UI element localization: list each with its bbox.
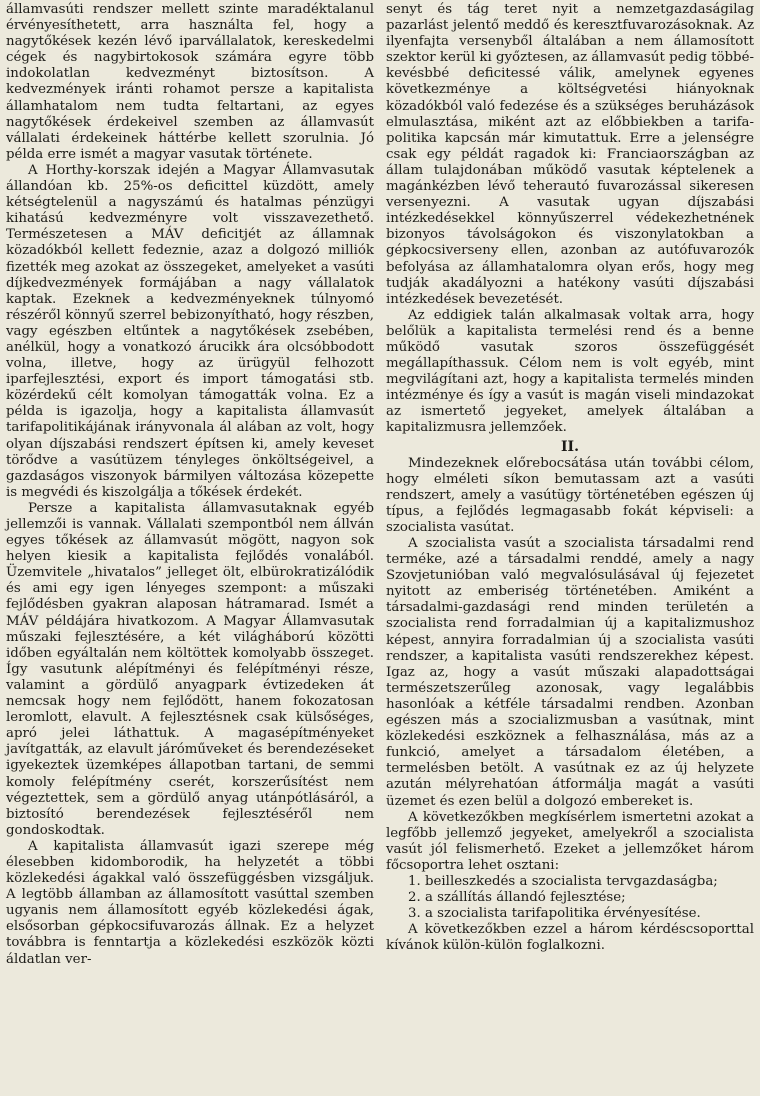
paragraph: államvasúti rendszer mellett szinte maradéktalanul érvényesíthetett, arra használta fel, hogy a nagytőkések kezén lévő iparvállalatok, kereskedelmi cégek és nagybirtokosok számára egyre több indokolatlan kedvezményt biztosítson. A kedvezmények iránti rohamot persze a kapitalista államhatalom nem tudta feltartani, az egyes nagytőkések érdekeivel szemben az államvasút vállalati érdekeinek háttérbe kellett szorulnia. Jó példa erre ismét a magyar vasutak története. xyxy=(6,2,374,162)
paragraph: A szocialista vasút a szocialista társadalmi rend terméke, azé a társadalmi renddé, amely a nagy Szovjetunióban való megvalósulásával új fejezetet nyitott az emberiség történetében. Amiként a társadalmi-gazdasági rend minden területén a szocialista rend forradalmian új a kapitalizmushoz képest, annyira forradalmian új a szocialista vasúti rendszer, a kapitalista vasúti rendszerekhez képest. Igaz az, hogy a vasút műszaki alapadottságai természetszerűleg azonosak, vagy legalábbis hasonlóak a kétféle társadalmi rendben. Azonban egészen más a szocializmusban a vasútnak, mint közlekedési eszköznek a felhasználása, más az a funkció, amelyet a társadalom életében, a termelésben betölt. A vasútnak ez az új helyzete azután mélyrehatóan átformálja magát a vasúti üzemet és ezen belül a dolgozó embereket is. xyxy=(386,536,754,809)
list-item: 1. beilleszkedés a szocialista tervgazdaságba; xyxy=(408,873,718,889)
right-column xyxy=(386,2,754,1096)
paragraph: A következőkben megkísérlem ismertetni azokat a legfőbb jellemző jegyeket, amelyekről a szocialista vasút jól felismerhető. Ezeket a jellemzőket három főcsoportra lehet osztani: xyxy=(386,809,754,873)
section-heading: II. xyxy=(561,438,579,455)
paragraph: Az eddigiek talán alkalmasak voltak arra, hogy belőlük a kapitalista termelési rend és a benne működő vasutak szoros összefüggését megállapíthassuk. Célom nem is volt egyéb, mint megvilágítani azt, hogy a kapitalista termelés minden intézménye és így a vasút is magán viseli mindazokat az ismertető jegyeket, amelyek általában a kapitalizmusra jellemzőek. xyxy=(386,307,754,436)
paragraph: senyt és tág teret nyit a nemzetgazdaságilag pazarlást jelentő meddő és keresztfuvarozásoknak. Az ilyenfajta versenyből általában a nem államosított szektor kerül ki győztesen, az államvasút pedig többé-kevésbbé deficitessé válik, amelynek egyenes következménye a költségvetési hiányoknak közadókból való fedezése és a szükséges beruházások elmulasztása, miként azt az előbbiekben a tarifa-politika kapcsán már kimutattuk. Erre a jelenségre csak egy példát ragadok ki: Franciaországban az állam tulajdonában működő vasutak képtelenek a magánkézben lévő teherautó fuvarozással sikeresen versenyezni. A vasutak ugyan díjszabási intézkedésekkel könnyűszerrel védekezhetnének bizonyos távolságokon és viszonylatokban a gépkocsiverseny ellen, azonban az autófuvarozók befolyása az államhatalomra olyan erős, hogy meg tudják akadályozni a hatékony vasúti díjszabási intézkedések bevezetését. xyxy=(386,2,754,307)
left-column xyxy=(6,2,374,1096)
list-item: 2. a szállítás állandó fejlesztése; xyxy=(408,890,626,906)
list-item: 3. a szocialista tarifapolitika érvényesítése. xyxy=(408,906,701,922)
paragraph: A Horthy-korszak idején a Magyar Államvasutak állandóan kb. 25%-os deficittel küzdött, amely kétségtelenül a nagyszámú és hatalmas pénzügyi kihatású kedvezményre volt visszavezethető. Természetesen a MÁV deficitjét az államnak közadókból kellett fedeznie, azaz a dolgozó milliók fizették meg azokat az összegeket, amelyeket a vasúti díjkedvezmények formájában a nagy vállalatok kaptak. Ezeknek a kedvezményeknek túlnyomó részéről könnyű szerrel bebizonyítható, hogy részben, vagy egészben eltűntek a nagytőkések zsebében, anélkül, hogy a vonatkozó árucikk ára olcsóbbodott volna, illetve, hogy az ürügyül felhozott iparfejlesztési, export és import támogatási stb. közérdekű célt komolyan támogatták volna. Ez a példa is igazolja, hogy a kapitalista államvasút tarifapolitikájának irányvonala ál alában az volt, hogy olyan díjszabási rendszert építsen ki, amely keveset törődve a vasútüzem tényleges önköltségeivel, a gazdaságos viszonyok bármilyen változása közepette is megvédi és kiszolgálja a tőkések érdekét. xyxy=(6,162,374,500)
paragraph: Persze a kapitalista államvasutaknak egyéb jellemzői is vannak. Vállalati szempontból nem állván egyes tőkések az államvasút mögött, nagyon sok helyen kiesik a kapitalista fejlődés vonalából. Üzemvitele „hivatalos” jelleget ölt, elbürokratizálódik és ami egy igen lényeges szempont: a műszaki fejlődésben gyakran alaposan hátramarad. Ismét a MÁV példájára hivatkozom. A Magyar Államvasutak műszaki fejlesztésére, a két világháború közötti időben egyáltalán nem költöttek komolyabb összeget. Így vasutunk alépítményi és felépítményi része, valamint a gördülő anyagpark évtizedeken át nemcsak hogy nem fejlődött, hanem fokozatosan leromlott, elavult. A fejlesztésnek csak külsőséges, apró jelei láthattuk. A magasépítményeket javítgatták, az elavult járóműveket és berendezéseket igyekeztek üzemképes állapotban tartani, de semmi komoly felépítmény cserét, korszerűsítést nem végeztettek, sem a gördülő anyag utánpótlásáról, a biztosító berendezések fejlesztéséről nem gondoskodtak. xyxy=(6,500,374,838)
paragraph: Mindezeknek előrebocsátása után további célom, hogy elméleti síkon bemutassam azt a vasúti rendszert, amely a vasútügy történetében egészen új típus, a fejlődés legmagasabb fokát képviseli: a szocialista vasútat. xyxy=(386,455,754,535)
paragraph: A következőkben ezzel a három kérdéscsoporttal kívánok külön-külön foglalkozni. xyxy=(386,922,754,954)
paragraph: A kapitalista államvasút igazi szerepe még élesebben kidomborodik, ha helyzetét a többi közlekedési ágakkal való összefüggésben vizsgáljuk. A legtöbb államban az államosított vasúttal szemben ugyanis nem államosított egyéb közlekedési ágak, elsősorban gépkocsifuvarozás állnak. Ez a helyzet továbbra is fenntartja a közlekedési eszközök közti áldatlan ver- xyxy=(6,838,374,967)
